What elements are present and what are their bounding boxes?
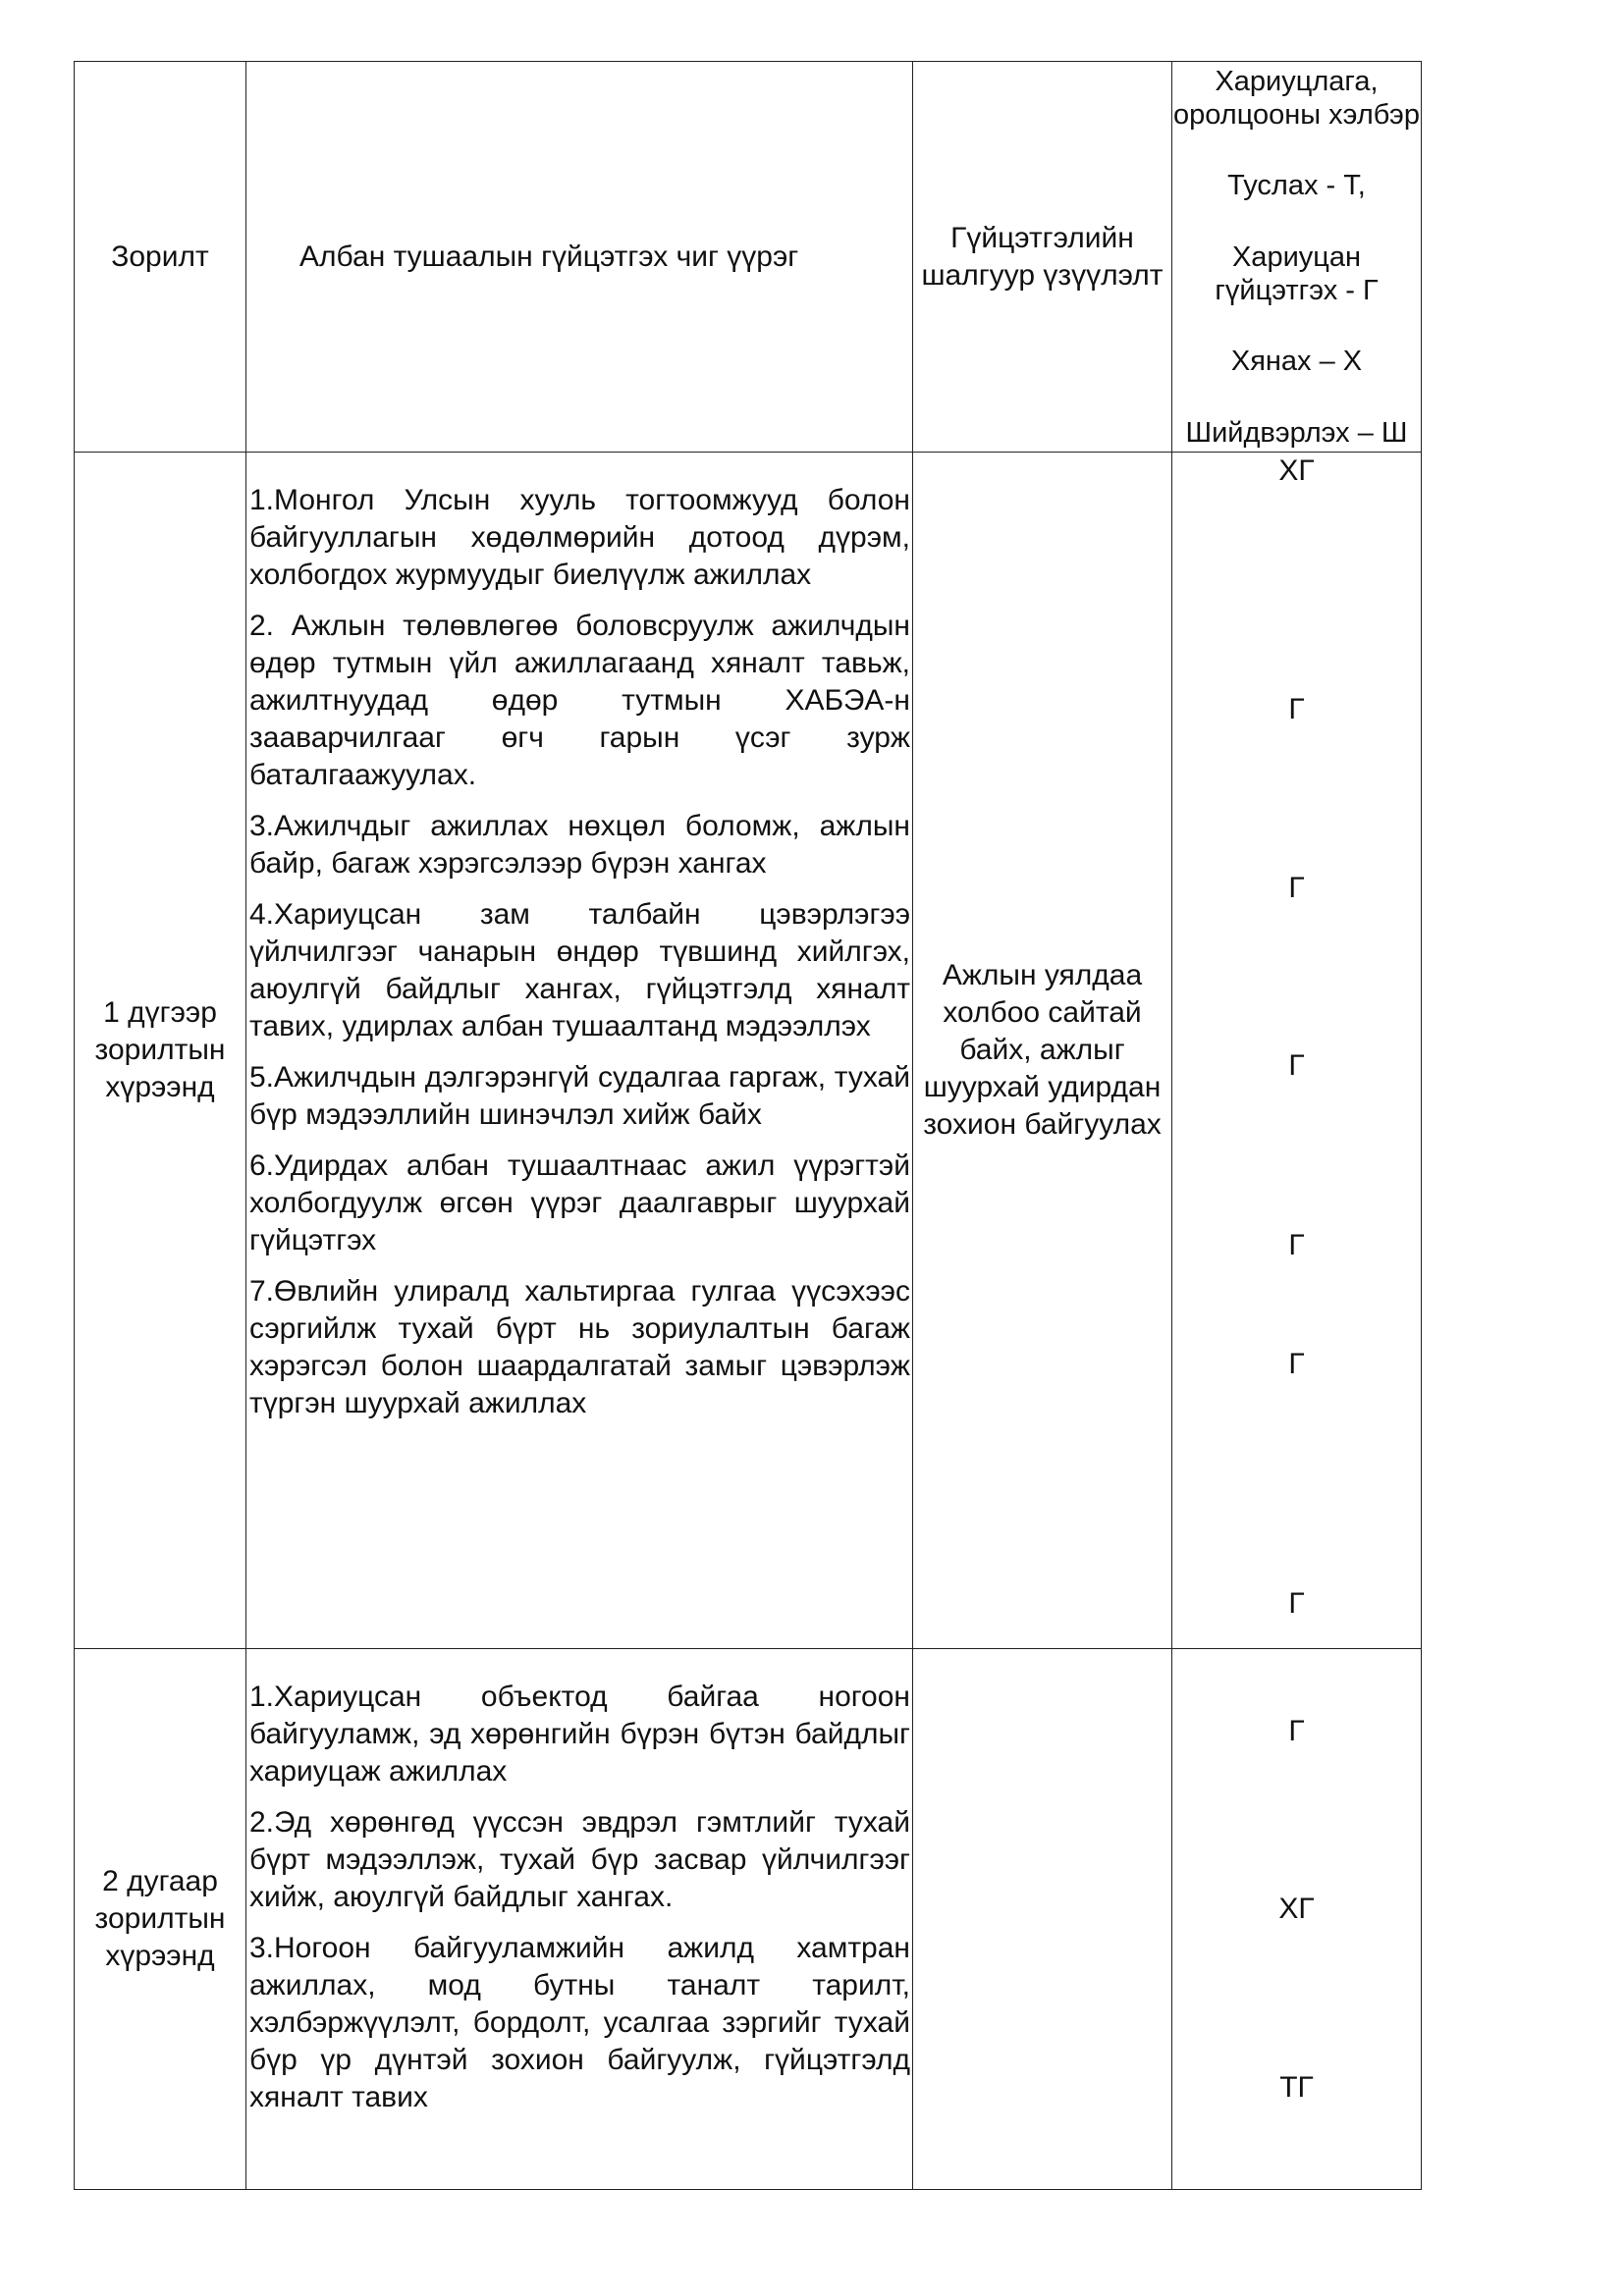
goal-2-criteria-cell [913, 1649, 1172, 2190]
goal-1-role-3: Г [1288, 872, 1305, 904]
goal-1-duty-5: 5.Ажилчдын дэлгэрэнгүй судалгаа гаргаж, тухай бүр мэдээллийн шинэчлэл хийж байх [249, 1061, 910, 1131]
role-legend-decide: Шийдвэрлэх – Ш [1185, 416, 1408, 449]
goal-1-roles-cell [1172, 453, 1422, 1649]
goal-1-role-1: ХГ [1278, 454, 1315, 487]
goal-1-duty-3: 3.Ажилчдыг ажиллах нөхцөл боломж, ажлын байр, багаж хэрэгсэлээр бүрэн хангах [249, 810, 910, 880]
table-row-goal-1 [75, 453, 1422, 1649]
goal-header-cell [75, 62, 246, 453]
role-legend-control: Хянах – Х [1230, 346, 1363, 377]
goal-2-duty-2: 2.Эд хөрөнгөд үүссэн эвдрэл гэмтлийг тухай бүрт мэдээллэж, тухай бүр засвар үйлчилгээг хийж, аюулгүй байдлыг хангах. [249, 1806, 910, 1913]
goal-1-duty-7: 7.Өвлийн улиралд хальтиргаа гулгаа үүсэхээс сэргийлж тухай бүрт нь зориулалтын багаж хэрэгсэл болон шаардалгатай замыг цэвэрлэж түргэн шуурхай ажиллах [249, 1275, 910, 1419]
goal-1-duty-1: 1.Монгол Улсын хууль тогтоомжууд болон байгууллагын хөдөлмөрийн дотоод дүрэм, холбогдох журмуудыг биелүүлж ажиллах [249, 484, 910, 591]
goal-header: Зорилт [111, 240, 209, 273]
goal-1-duty-4: 4.Хариуцсан зам талбайн цэвэрлэгээ үйлчилгээг чанарын өндөр түвшинд хийлгэх, аюулгүй байдлыг хангах, гүйцэтгэлд хяналт тавих, удирлах албан тушаалтанд мэдээллэх [249, 898, 910, 1042]
goal-1-role-6: Г [1288, 1348, 1305, 1380]
goal-2-label-cell [75, 1649, 246, 2190]
goal-1-duties-cell [246, 453, 913, 1649]
goal-2-role-1: Г [1288, 1715, 1305, 1747]
job-duties-table [74, 61, 1422, 2190]
duties-header-cell [246, 62, 913, 453]
criteria-header-cell [913, 62, 1172, 453]
goal-1-role-7: Г [1288, 1587, 1305, 1620]
goal-1-criteria-cell [913, 453, 1172, 1649]
goal-2-role-3: ТГ [1279, 2071, 1314, 2104]
role-legend-cell [1172, 62, 1422, 453]
role-legend-assist: Туслах - Т, [1227, 170, 1366, 201]
role-legend-title: Хариуцлага, оролцооны хэлбэр [1173, 65, 1420, 131]
goal-1-label: 1 дүгээр зорилтын хүрээнд [94, 996, 226, 1103]
goal-1-duty-2: 2. Ажлын төлөвлөгөө боловсруулж ажилчдын өдөр тутмын үйл ажиллагаанд хяналт тавьж, ажилтнуудад өдөр тутмын ХАБЭА-н зааварчилгааг өгч гарын үсэг зурж баталгаажуулах. [249, 610, 910, 791]
role-legend-execute: Хариуцан гүйцэтгэх - Г [1215, 240, 1379, 306]
goal-1-role-2: Г [1288, 693, 1305, 725]
goal-1-criteria: Ажлын уялдаа холбоо сайтай байх, ажлыг шуурхай удирдан зохион байгуулах [923, 959, 1162, 1141]
goal-2-roles-cell [1172, 1649, 1422, 2190]
goal-1-role-5: Г [1288, 1229, 1305, 1261]
table-row-goal-2 [75, 1649, 1422, 2190]
goal-2-duty-3: 3.Ногоон байгууламжийн ажилд хамтран ажиллах, мод бутны таналт тарилт, хэлбэржүүлэлт, бордолт, усалгаа зэргийг тухай бүр үр дүнтэй зохион байгуулж, гүйцэтгэлд хяналт тавих [249, 1932, 910, 2113]
role-legend [1172, 65, 1421, 450]
table-header-row [75, 62, 1422, 453]
goal-2-duty-1: 1.Хариуцсан объектод байгаа ногоон байгууламж, эд хөрөнгийн бүрэн бүтэн байдлыг хариуцаж ажиллах [249, 1681, 910, 1788]
goal-1-label-cell [75, 453, 246, 1649]
goal-2-role-2: ХГ [1278, 1893, 1315, 1925]
goal-1-duty-6: 6.Удирдах албан тушаалтнаас ажил үүрэгтэй холбогдуулж өгсөн үүрэг даалгаврыг шуурхай гүйцэтгэх [249, 1149, 910, 1256]
criteria-header: Гүйцэтгэлийн шалгуур үзүүлэлт [921, 221, 1164, 292]
goal-2-duties-cell [246, 1649, 913, 2190]
duties-header: Албан тушаалын гүйцэтгэх чиг үүрэг [299, 240, 799, 273]
goal-2-label: 2 дугаар зорилтын хүрээнд [94, 1865, 226, 1972]
goal-1-role-4: Г [1288, 1049, 1305, 1082]
